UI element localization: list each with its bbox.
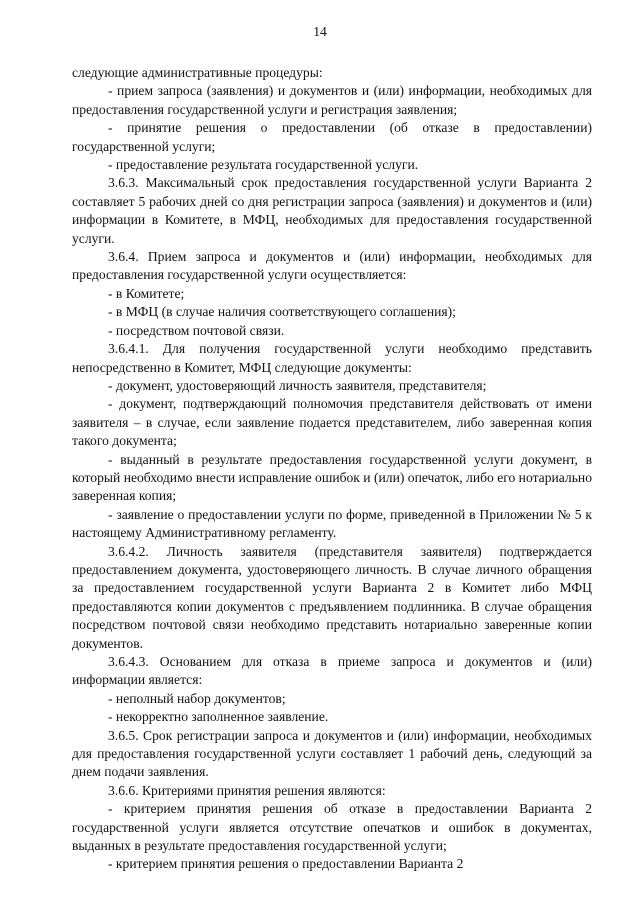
paragraph: 3.6.5. Срок регистрации запроса и документов и (или) информации, необходимых для предоставления государственной услуги составляет 1 рабочий день, следующий за днем подачи заявления. — [72, 727, 592, 780]
paragraph: - некорректно заполненное заявление. — [108, 709, 329, 725]
document-body — [72, 64, 592, 874]
paragraph: - критерием принятия решения об отказе в предоставлении Варианта 2 государственной услуги является отсутствие опечатков и ошибок в документах, выданных в результате предоставления государственной услуги; — [72, 801, 592, 854]
paragraph: - заявление о предоставлении услуги по форме, приведенной в Приложении № 5 к настоящему Административному регламенту. — [72, 506, 592, 541]
paragraph: - предоставление результата государственной услуги. — [108, 157, 419, 173]
paragraph: 3.6.4.1. Для получения государственной услуги необходимо представить непосредственно в Комитет, МФЦ следующие документы: — [72, 341, 592, 375]
paragraph: 3.6.3. Максимальный срок предоставления государственной услуги Варианта 2 составляет 5 рабочих дней со дня регистрации запроса (заявления) и документов и (или) информации в Комитете, в МФЦ, необходимых для предоставления государственной услуги. — [72, 175, 592, 246]
paragraph: - в Комитете; — [108, 285, 185, 301]
paragraph: - посредством почтовой связи. — [108, 322, 285, 338]
paragraph: 3.6.4.3. Основанием для отказа в приеме запроса и документов и (или) информации является: — [72, 654, 592, 688]
paragraph: - в МФЦ (в случае наличия соответствующего соглашения); — [108, 304, 456, 320]
paragraph: следующие административные процедуры: — [72, 65, 323, 80]
paragraph: - документ, подтверждающий полномочия представителя действовать от имени заявителя – в случае, если заявление подается представителем, либо заверенная копия такого документа; — [72, 396, 592, 449]
paragraph: 3.6.6. Критериями принятия решения являются: — [108, 782, 386, 798]
paragraph: - прием запроса (заявления) и документов и (или) информации, необходимых для предоставления государственной услуги и регистрация заявления; — [72, 83, 592, 117]
paragraph: 3.6.4. Прием запроса и документов и (или) информации, необходимых для предоставления государственной услуги осуществляется: — [72, 249, 592, 283]
page-number: 14 — [313, 24, 327, 39]
paragraph: - выданный в результате предоставления государственной услуги документ, в который необходимо внести исправление ошибок и (или) опечаток, либо его нотариально заверенная копия; — [72, 451, 592, 504]
paragraph: - неполный набор документов; — [108, 690, 286, 706]
paragraph: 3.6.4.2. Личность заявителя (представителя заявителя) подтверждается предоставлением документа, удостоверяющего личность. В случае личного обращения за предоставлением государственной услуги Варианта 2 в Комитет либо МФЦ предоставляются копии документов с предъявлением подлинника. В случае обращения посредством почтовой связи необходимо представить нотариально заверенные копии документов. — [72, 543, 592, 651]
paragraph: - принятие решения о предоставлении (об отказе в предоставлении) государственной услуги; — [72, 120, 592, 154]
paragraph: - критерием принятия решения о предоставлении Варианта 2 — [108, 856, 464, 872]
paragraph: - документ, удостоверяющий личность заявителя, представителя; — [108, 377, 487, 393]
